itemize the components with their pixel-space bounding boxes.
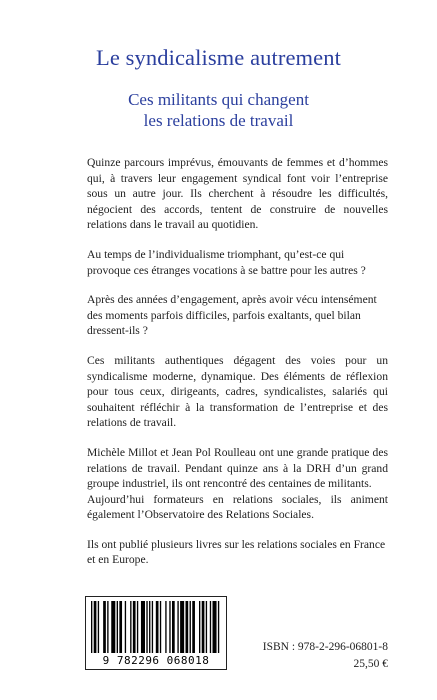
paragraph-authors-current: Aujourd’hui formateurs en relations sociales, ils animent également l’Observatoire des Relations Sociales. (87, 492, 388, 522)
barcode-bar-20 (172, 601, 175, 653)
barcode-bar-0 (91, 601, 92, 653)
barcode-bar-23 (186, 601, 189, 653)
barcode-bar-28 (206, 601, 207, 653)
isbn: ISBN : 978-2-296-06801-8 (262, 641, 388, 653)
barcode-bar-29 (210, 601, 211, 653)
barcode-bar-16 (156, 601, 159, 653)
paragraph-bilan: Après des années d’engagement, après avoir vécu intensément des moments parfois difficiles, parfois exaltants, quel bilan dressent-ils ? (87, 293, 377, 338)
barcode-bar-26 (199, 601, 200, 653)
barcode-digits: 9 782296 068018 (102, 654, 210, 667)
barcode-bar-4 (107, 601, 108, 653)
barcode-bar-22 (180, 601, 184, 653)
subtitle-line-1: Ces militants qui changent (128, 90, 309, 109)
price: 25,50 € (353, 658, 388, 670)
barcode-bar-25 (192, 601, 195, 653)
barcode-bar-3 (103, 601, 106, 653)
paragraph-question: Au temps de l’individualisme triomphant, qu’est-ce qui provoque ces étranges vocations à se battre pour les autres ? (87, 247, 366, 277)
barcode-bar-17 (160, 601, 161, 653)
barcode-bar-19 (169, 601, 170, 653)
book-title: Le syndicalisme autrement (96, 45, 341, 70)
barcode-bars (89, 601, 223, 653)
barcode-bar-15 (152, 601, 153, 653)
barcode-bar-21 (177, 601, 178, 653)
barcode-bar-30 (213, 601, 217, 653)
paragraph-publications: Ils ont publié plusieurs livres sur les relations sociales en France et en Europe. (87, 537, 386, 567)
barcode-bar-12 (141, 601, 145, 653)
barcode-bar-11 (137, 601, 138, 653)
barcode-bar-27 (202, 601, 205, 653)
paragraph-authors: Michèle Millot et Jean Pol Roulleau ont une grande pratique des relations de travail. Pendant quinze ans à la DRH d’un grand groupe industriel, ils ont rencontré des centaines de militants. (87, 445, 388, 491)
paragraph-intro: Quinze parcours imprévus, émouvants de femmes et d’hommes qui, à travers leur engagement syndical font voir l’entreprise sous un autre jour. Ils cherchent à résoudre les difficultés, négocient des accords, tentent de construire de nouvelles relations dans le travail au quotidien. (87, 156, 388, 232)
barcode-bar-7 (119, 601, 122, 653)
barcode-bar-2 (98, 601, 99, 653)
barcode-bar-18 (165, 601, 166, 653)
barcode-bar-14 (149, 601, 150, 653)
barcode-bar-5 (111, 601, 115, 653)
back-cover-text (87, 155, 388, 582)
barcode (85, 596, 227, 670)
barcode-bar-8 (125, 601, 126, 653)
barcode-bar-31 (218, 601, 219, 653)
barcode-bar-9 (130, 601, 131, 653)
barcode-bar-10 (133, 601, 136, 653)
subtitle-line-2: les relations de travail (143, 111, 294, 130)
barcode-bar-24 (190, 601, 191, 653)
paragraph-militants: Ces militants authentiques dégagent des voies pour un syndicalisme moderne, dynamique. Des éléments de réflexion pour tous ceux, dirigeants, cadres, syndicalistes, salariés qui souhaitent réfléchir à la transformation de l’entreprise et des relations de travail. (87, 353, 388, 430)
barcode-bar-1 (94, 601, 97, 653)
barcode-bar-6 (117, 601, 118, 653)
barcode-bar-13 (146, 601, 147, 653)
book-subtitle (0, 89, 437, 131)
